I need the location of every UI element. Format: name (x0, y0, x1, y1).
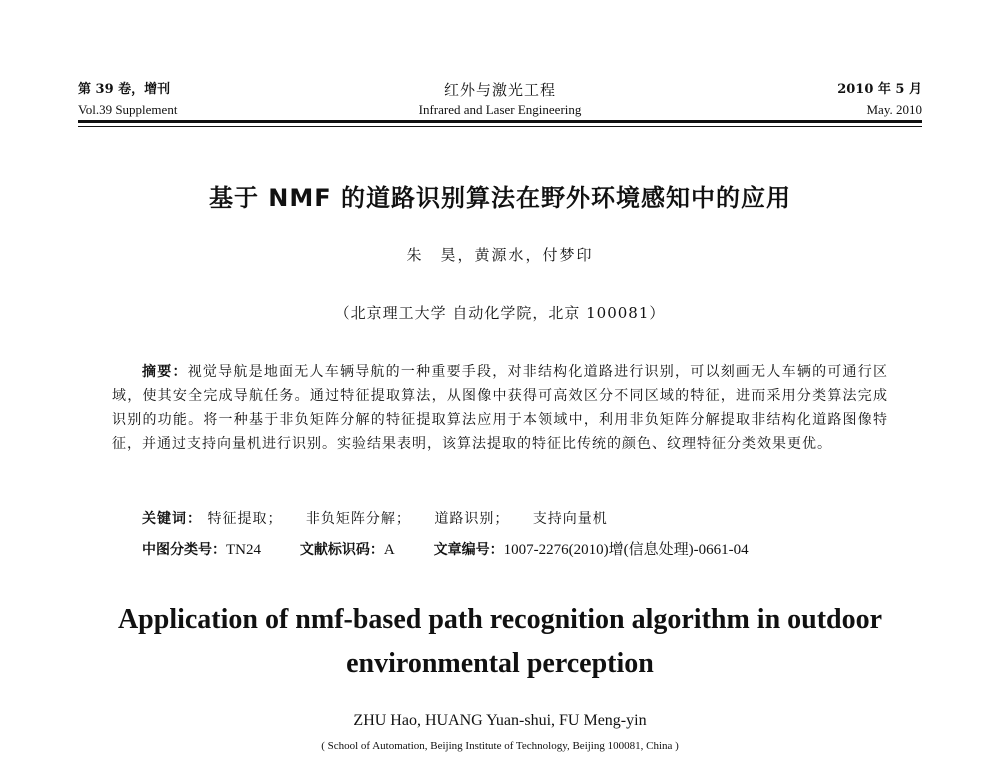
affiliation-cn: （北京理工大学 自动化学院，北京 100081） (334, 304, 666, 322)
clc-value: TN24 (226, 542, 261, 558)
keywords-cn (142, 508, 626, 528)
abstract-label: 摘要： (142, 364, 188, 380)
article-no-label: 文章编号： (433, 542, 504, 558)
paper-title-cn: 基于 NMF 的道路识别算法在野外环境感知中的应用 (208, 184, 792, 212)
classification-line (142, 538, 749, 559)
keywords-label: 关键词： (142, 511, 202, 527)
journal-name-cn: 红外与激光工程 (443, 81, 556, 99)
journal-name (78, 80, 922, 120)
header-rule-thin (78, 126, 922, 127)
affiliation-en: ( School of Automation, Beijing Institute of Technology, Beijing 100081, China ) (321, 740, 679, 752)
abstract-text: 视觉导航是地面无人车辆导航的一种重要手段，对非结构化道路进行识别，可以刻画无人车辆的可通行区域，使其安全完成导航任务。通过特征提取算法，从图像中获得可高效区分不同区域的特征，进而采用分类算法完成识别的功能。将一种基于非负矩阵分解的特征提取算法应用于本领域中，利用非负矩阵分解提取非结构化道路图像特征，并通过支持向量机进行识别。实验结果表明，该算法提取的特征比传统的颜色、纹理特征分类效果更优。 (112, 364, 888, 452)
date-en: May. 2010 (866, 102, 922, 117)
journal-name-en: Infrared and Laser Engineering (418, 102, 582, 117)
date-cn: 2010 年 5 月 (837, 82, 922, 97)
title-en-line-1: Application of nmf-based path recognition algorithm in outdoor (117, 604, 883, 635)
journal-date (837, 80, 922, 120)
paper-title-en (0, 598, 1000, 686)
authors-cn: 朱 昊，黄源水，付梦印 (406, 246, 594, 264)
article-no-value: 1007-2276(2010)增(信息处理)-0661-04 (503, 542, 749, 558)
keyword: 特征提取； (207, 511, 283, 527)
abstract-cn (112, 360, 888, 456)
volume-cn: 第 39 卷，增刊 (78, 82, 171, 97)
title-en-line-2: environmental perception (346, 648, 654, 679)
volume-en: Vol.39 Supplement (78, 102, 178, 117)
clc-label: 中图分类号： (142, 542, 226, 558)
keyword: 非负矩阵分解； (305, 511, 411, 527)
doc-code-value: A (383, 542, 395, 558)
keyword: 道路识别； (434, 511, 510, 527)
keyword: 支持向量机 (532, 511, 608, 527)
authors-en: ZHU Hao, HUANG Yuan-shui, FU Meng-yin (353, 712, 647, 729)
doc-code-label: 文献标识码： (299, 542, 384, 558)
header-rule-thick (78, 120, 922, 123)
